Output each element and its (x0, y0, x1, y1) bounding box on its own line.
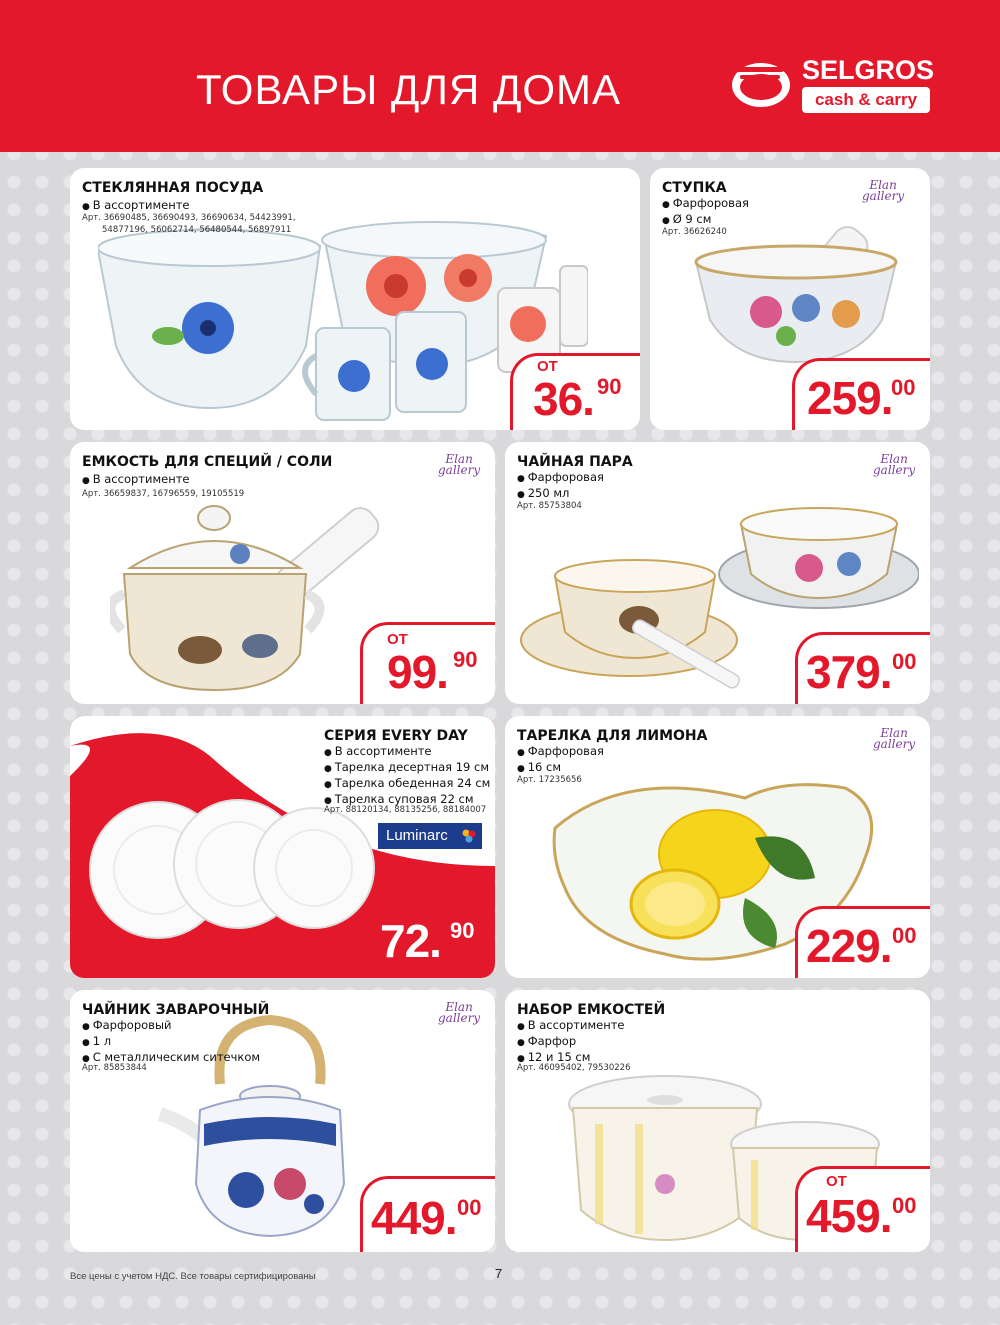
product-card-mortar[interactable] (650, 168, 930, 430)
price-tag (795, 906, 930, 978)
header-bar (0, 0, 1000, 152)
elan-logo-line: gallery (438, 463, 481, 477)
feature-item: ● 16 см (517, 760, 604, 776)
product-card-tea-pair[interactable] (505, 442, 930, 704)
elan-gallery-logo (438, 1002, 480, 1024)
price-cents: 90 (450, 918, 475, 943)
elan-gallery-logo (862, 180, 904, 202)
article-line: Арт. 36690485, 36690493, 36690634, 54423991, (82, 213, 296, 223)
product-features (517, 470, 604, 502)
price-tag (360, 1176, 495, 1252)
feature-item: ● В ассортименте (82, 198, 190, 214)
article-line: Арт. 85753804 (517, 501, 582, 511)
luminarc-dots-icon (462, 829, 476, 843)
price-cents: 00 (891, 375, 916, 400)
feature-item: ● 250 мл (517, 486, 604, 502)
article-line: Арт. 36626240 (662, 227, 727, 237)
elan-logo-line: gallery (862, 189, 905, 203)
luminarc-logo (378, 823, 482, 849)
price-main: 459. (806, 1190, 892, 1242)
article-numbers (517, 1062, 631, 1074)
product-features (662, 196, 749, 228)
product-title: СТУПКА (662, 180, 727, 196)
feature-item: ● Фарфоровая (517, 744, 604, 760)
article-numbers (82, 1062, 147, 1074)
article-numbers (517, 500, 582, 512)
product-card-container-set[interactable] (505, 990, 930, 1252)
mortar-image (686, 220, 916, 370)
product-features (517, 1018, 625, 1066)
article-numbers (517, 774, 582, 786)
elan-logo-line: gallery (873, 463, 916, 477)
price-tag (795, 632, 930, 704)
elan-logo-line: Elan (445, 1000, 473, 1014)
product-title: ЧАЙНИК ЗАВАРОЧНЫЙ (82, 1002, 270, 1018)
product-features (517, 744, 604, 776)
elan-logo-line: Elan (880, 452, 908, 466)
feature-item: ● В ассортименте (517, 1018, 625, 1034)
feature-item: ● 12 и 15 см (517, 1050, 625, 1066)
page-title: ТОВАРЫ ДЛЯ ДОМА (196, 66, 622, 113)
elan-gallery-logo (873, 454, 915, 476)
elan-logo-line: gallery (438, 1011, 481, 1025)
product-title: ТАРЕЛКА ДЛЯ ЛИМОНА (517, 728, 708, 744)
feature-item: ● Фарфоровый (82, 1018, 260, 1034)
article-line: Арт. 46095402, 79530226 (517, 1063, 631, 1073)
price-main: 72. (380, 915, 441, 967)
price-main: 99. (387, 646, 448, 698)
feature-item: ● Фарфор (517, 1034, 625, 1050)
feature-item: ● В ассортименте (324, 744, 490, 760)
price-main: 259. (807, 372, 893, 424)
article-line: Арт. 85853844 (82, 1063, 147, 1073)
elan-gallery-logo (438, 454, 480, 476)
price-main: 229. (806, 920, 892, 972)
price-tag (795, 1166, 930, 1252)
product-title: ЕМКОСТЬ ДЛЯ СПЕЦИЙ / СОЛИ (82, 454, 333, 470)
feature-item: ● С металлическим ситечком (82, 1050, 260, 1066)
article-numbers (82, 488, 244, 500)
article-line: Арт. 36659837, 16796559, 19105519 (82, 489, 245, 499)
product-card-spice-container[interactable] (70, 442, 495, 704)
brand-name: SELGROS (802, 55, 935, 85)
article-numbers (324, 804, 486, 816)
feature-item: ● Фарфоровая (662, 196, 749, 212)
price-cents: 00 (892, 923, 917, 948)
elan-logo-line: Elan (445, 452, 473, 466)
feature-item: ● Тарелка обеденная 24 см (324, 776, 490, 792)
price-main: 449. (371, 1192, 457, 1244)
price-main: 36. (533, 373, 594, 425)
product-features (324, 744, 490, 808)
price-main: 379. (806, 646, 892, 698)
price-tag (510, 353, 640, 430)
product-features (82, 472, 190, 488)
price-cents: 00 (457, 1195, 482, 1220)
feature-item: ● Тарелка десертная 19 см (324, 760, 490, 776)
luminarc-logo-text: Luminarc (386, 827, 448, 844)
footer-note: Все цены с учетом НДС. Все товары сертифицированы (70, 1271, 316, 1282)
price-prefix: ОТ (537, 358, 558, 375)
selgros-logo[interactable] (730, 55, 935, 115)
elan-logo-line: gallery (873, 737, 916, 751)
price-prefix: ОТ (387, 631, 408, 648)
product-card-teapot[interactable] (70, 990, 495, 1252)
product-card-glassware[interactable] (70, 168, 640, 430)
brand-tagline: cash & carry (802, 87, 930, 113)
elan-gallery-logo (873, 728, 915, 750)
price-cents: 90 (597, 374, 622, 399)
price-tag (360, 622, 495, 704)
product-features (82, 1018, 260, 1066)
product-title: НАБОР ЕМКОСТЕЙ (517, 1002, 666, 1018)
article-numbers (662, 226, 727, 238)
feature-item: ● 1 л (82, 1034, 260, 1050)
feature-item: ● Ø 9 см (662, 212, 749, 228)
page-number: 7 (495, 1266, 503, 1281)
product-title: СТЕКЛЯННАЯ ПОСУДА (82, 180, 264, 196)
feature-item: ● Тарелка суповая 22 см (324, 792, 490, 808)
elan-logo-line: Elan (869, 178, 897, 192)
price-cents: 00 (892, 649, 917, 674)
product-card-lemon-plate[interactable] (505, 716, 930, 978)
price-tag (792, 358, 930, 430)
price-tag (370, 912, 490, 972)
feature-item: ● В ассортименте (82, 472, 190, 488)
article-line: 54877196, 56062714, 56480544, 56897911 (102, 225, 292, 235)
article-line: Арт. 88120134, 88135256, 88184007 (324, 805, 487, 815)
article-numbers (82, 212, 296, 236)
feature-item: ● Фарфоровая (517, 470, 604, 486)
article-line: Арт. 17235656 (517, 775, 582, 785)
product-title: ЧАЙНАЯ ПАРА (517, 454, 633, 470)
product-title: СЕРИЯ EVERY DAY (324, 728, 468, 744)
price-cents: 90 (453, 647, 478, 672)
elan-logo-line: Elan (880, 726, 908, 740)
price-cents: 00 (892, 1193, 917, 1218)
selgros-plate-icon (730, 57, 792, 109)
price-prefix: ОТ (826, 1173, 847, 1190)
